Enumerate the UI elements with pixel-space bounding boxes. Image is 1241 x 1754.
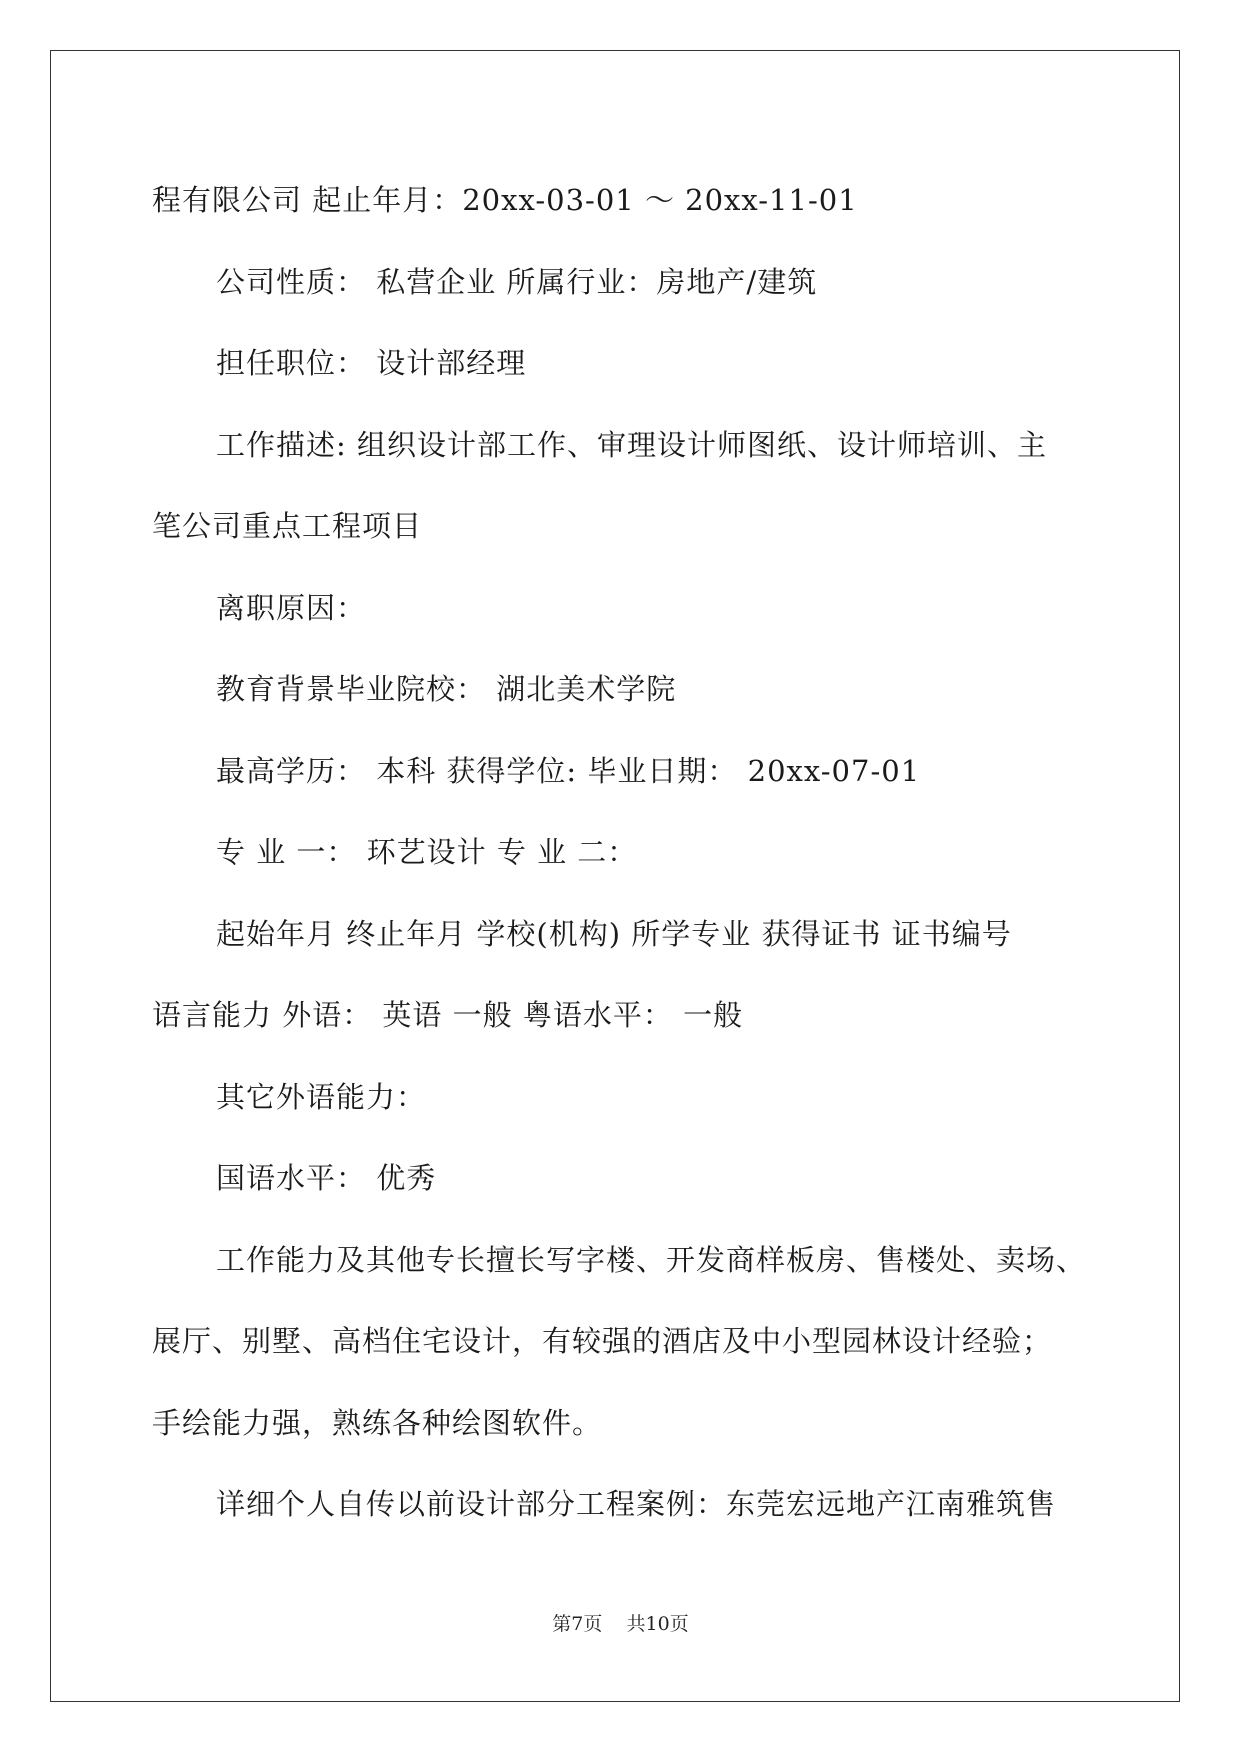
page-number: 第7页: [552, 1613, 603, 1635]
text-line: 离职原因：: [216, 590, 367, 625]
page-total: 共10页: [626, 1613, 689, 1635]
text-line: 语言能力 外语： 英语 一般 粤语水平： 一般: [152, 998, 744, 1032]
text-line: 教育背景毕业院校： 湖北美术学院: [216, 672, 677, 706]
text-line: 工作能力及其他专长擅长写字楼、开发商样板房、售楼处、卖场、: [216, 1242, 1087, 1277]
text-line: 其它外语能力：: [216, 1079, 427, 1114]
text-line: 详细个人自传以前设计部分工程案例：东莞宏远地产江南雅筑售: [216, 1487, 1057, 1521]
page-footer: [0, 1609, 1241, 1636]
text-line: 专 业 一： 环艺设计 专 业 二：: [216, 835, 638, 869]
text-line: 公司性质： 私营企业 所属行业：房地产/建筑: [216, 264, 818, 299]
text-line: 程有限公司 起止年月：20xx-03-01 ～ 20xx-11-01: [152, 183, 858, 217]
text-line: 担任职位： 设计部经理: [216, 346, 527, 380]
text-line: 起始年月 终止年月 学校(机构) 所学专业 获得证书 证书编号: [216, 916, 1012, 951]
text-line: 工作描述: 组织设计部工作、审理设计师图纸、设计师培训、主: [216, 427, 1047, 462]
text-line: 笔公司重点工程项目: [152, 509, 423, 543]
text-line: 手绘能力强，熟练各种绘图软件。: [152, 1405, 603, 1440]
text-line: 展厅、别墅、高档住宅设计，有较强的酒店及中小型园林设计经验；: [152, 1324, 1053, 1358]
document-body: [152, 160, 1092, 1546]
text-line: 国语水平： 优秀: [216, 1161, 437, 1195]
text-line: 最高学历： 本科 获得学位: 毕业日期： 20xx-07-01: [216, 753, 921, 788]
